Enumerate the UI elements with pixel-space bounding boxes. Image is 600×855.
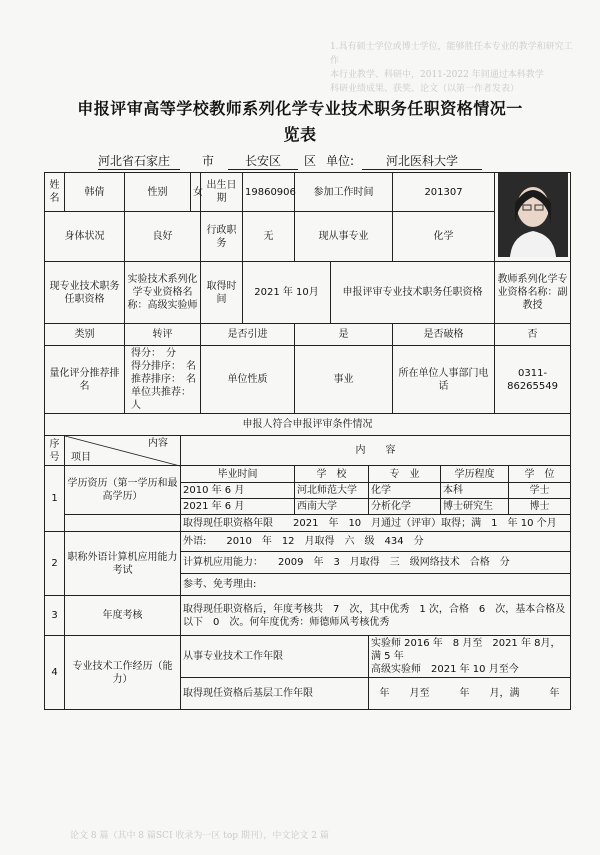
computer-ability: 计算机应用能力： 2009 年 3 月取得 三 级网络技术 合格 分 — [181, 552, 571, 574]
seq-header: 序号 — [45, 436, 65, 466]
edu-header-major: 专 业 — [369, 466, 441, 483]
province-city: 河北省石家庄 — [98, 152, 180, 170]
edu-row-2-major: 分析化学 — [369, 499, 441, 515]
exemption-reason: 参考、免考理由: — [181, 574, 571, 596]
recommend-rank-unit: 名 — [186, 374, 196, 385]
work-start-label: 参加工作时间 — [295, 173, 393, 212]
edu-row-1-school: 河北师范大学 — [295, 483, 369, 499]
name-label: 姓名 — [45, 173, 65, 212]
unit-nature-value: 事业 — [295, 346, 393, 414]
unit-name: 河北医科大学 — [362, 152, 482, 170]
edu-label-tail — [65, 515, 181, 532]
lang-label: 职称外语计算机应用能力考试 — [65, 532, 181, 596]
unit-label: 单位: — [326, 154, 355, 168]
current-qualification-years: 取得现任职资格年限 2021 年 10 月通过（评审）取得；满 1 年 10 个月 — [181, 515, 571, 532]
work-years-value-1: 实验师 2016 年 8 月至 2021 年 8月，满 5 年 — [371, 638, 561, 662]
exceptional-value: 否 — [495, 324, 571, 346]
shi-label: 市 — [202, 154, 215, 168]
work-label: 专业技术工作经历（能力） — [65, 636, 181, 710]
sex-value: 女 — [191, 173, 201, 212]
work-seq: 4 — [45, 636, 65, 710]
edu-header-level: 学历程度 — [441, 466, 509, 483]
qu-label: 区 — [304, 154, 317, 168]
birth-value: 19860906 — [243, 173, 295, 212]
major-label: 现从事专业 — [295, 212, 393, 262]
edu-row-2-time: 2021 年 6 月 — [181, 499, 295, 515]
edu-header-school: 学 校 — [295, 466, 369, 483]
edu-row-1-level: 本科 — [441, 483, 509, 499]
item-sub-label: 项目 — [71, 452, 91, 463]
lang-seq: 2 — [45, 532, 65, 596]
score-rank-unit: 名 — [186, 361, 196, 372]
hr-phone-label: 所在单位人事部门电话 — [393, 346, 495, 414]
item-content-header — [65, 436, 181, 466]
name-value: 韩倩 — [65, 173, 125, 212]
grassroots-label: 取得现任资格后基层工作年限 — [181, 678, 369, 710]
district: 长安区 — [228, 152, 298, 170]
introduced-label: 是否引进 — [201, 324, 295, 346]
current-qualification-value: 实验技术系列化学专业资格名称：高级实验师 — [125, 262, 201, 324]
edu-row-1-major: 化学 — [369, 483, 441, 499]
exceptional-label: 是否破格 — [393, 324, 495, 346]
category-value: 转评 — [125, 324, 201, 346]
obtained-time-label: 取得时间 — [201, 262, 243, 324]
edu-header-time: 毕业时间 — [181, 466, 295, 483]
unit-nature-label: 单位性质 — [201, 346, 295, 414]
section-header: 申报人符合申报评审条件情况 — [45, 414, 571, 436]
foreign-language: 外语: 2010 年 12 月取得 六 级 434 分 — [181, 532, 571, 552]
edu-row-1-time: 2010 年 6 月 — [181, 483, 295, 499]
score-unit: 分 — [166, 348, 176, 359]
content-sub-label: 内容 — [148, 438, 168, 449]
apply-qualification-label: 申报评审专业技术职务任职资格 — [331, 262, 495, 324]
score-rank-label: 得分排序： — [131, 361, 176, 372]
birth-label: 出生日期 — [201, 173, 243, 212]
eval-text: 取得现任职资格后，年度考核共 7 次，其中优秀 1 次，合格 6 次，基本合格及以下 0 次。何年度优秀：师德师风考核优秀 — [181, 596, 571, 636]
sex-label: 性别 — [125, 173, 191, 212]
edu-row-2-degree: 博士 — [509, 499, 571, 515]
introduced-value: 是 — [295, 324, 393, 346]
ranking-label: 量化评分推荐排名 — [45, 346, 125, 414]
eval-seq: 3 — [45, 596, 65, 636]
admin-value: 无 — [243, 212, 295, 262]
recommend-rank-label: 推荐排序： — [131, 374, 176, 385]
edu-seq: 1 — [45, 466, 65, 532]
ranking-values — [125, 346, 201, 414]
edu-label: 学历资历（第一学历和最高学历） — [65, 466, 181, 515]
edu-row-2-school: 西南大学 — [295, 499, 369, 515]
location-line — [98, 152, 548, 170]
edu-row-2-level: 博士研究生 — [441, 499, 509, 515]
apply-qualification-value: 教师系列化学专业资格名称：副教授 — [495, 262, 571, 324]
health-value: 良好 — [125, 212, 201, 262]
eval-label: 年度考核 — [65, 596, 181, 636]
score-label: 得分： — [131, 348, 156, 359]
edu-row-1-degree: 学士 — [509, 483, 571, 499]
work-years-value — [369, 636, 571, 678]
qualification-table — [44, 172, 571, 710]
applicant-photo — [498, 173, 568, 257]
hr-phone-value: 0311-86265549 — [495, 346, 571, 414]
work-years-value-2: 高级实验师 2021 年 10 月至今 — [371, 664, 519, 675]
current-qualification-label: 现专业技术职务任职资格 — [45, 262, 125, 324]
category-label: 类别 — [45, 324, 125, 346]
admin-label: 行政职务 — [201, 212, 243, 262]
bleed-through-footer: 论文 8 篇（其中 8 篇SCI 收录为一区 top 期刊），中文论文 2 篇 — [70, 831, 329, 841]
unit-recommend-unit: 人 — [131, 400, 141, 411]
work-years-label: 从事专业技术工作年限 — [181, 636, 369, 678]
photo-cell — [495, 173, 571, 262]
document-title-continued: 览表 — [283, 125, 317, 144]
health-label: 身体状况 — [45, 212, 125, 262]
obtained-time-value: 2021 年 10月 — [243, 262, 331, 324]
unit-recommend-label: 单位共推荐： — [131, 387, 191, 398]
grassroots-value: 年 月至 年 月，满 年 — [369, 678, 571, 710]
major-value: 化学 — [393, 212, 495, 262]
work-start-value: 201307 — [393, 173, 495, 212]
document-title: 申报评审高等学校教师系列化学专业技术职务任职资格情况一 — [77, 99, 523, 118]
bleed-through-text: 1.具有硕士学位或博士学位，能够胜任本专业的教学和研究工作 本行业教学、科研中，2011-2022 年间通过本科教学 科研业绩成果、获奖、论文（以第一作者发表） — [330, 42, 573, 94]
edu-header-degree: 学 位 — [509, 466, 571, 483]
content-header: 内 容 — [181, 436, 571, 466]
